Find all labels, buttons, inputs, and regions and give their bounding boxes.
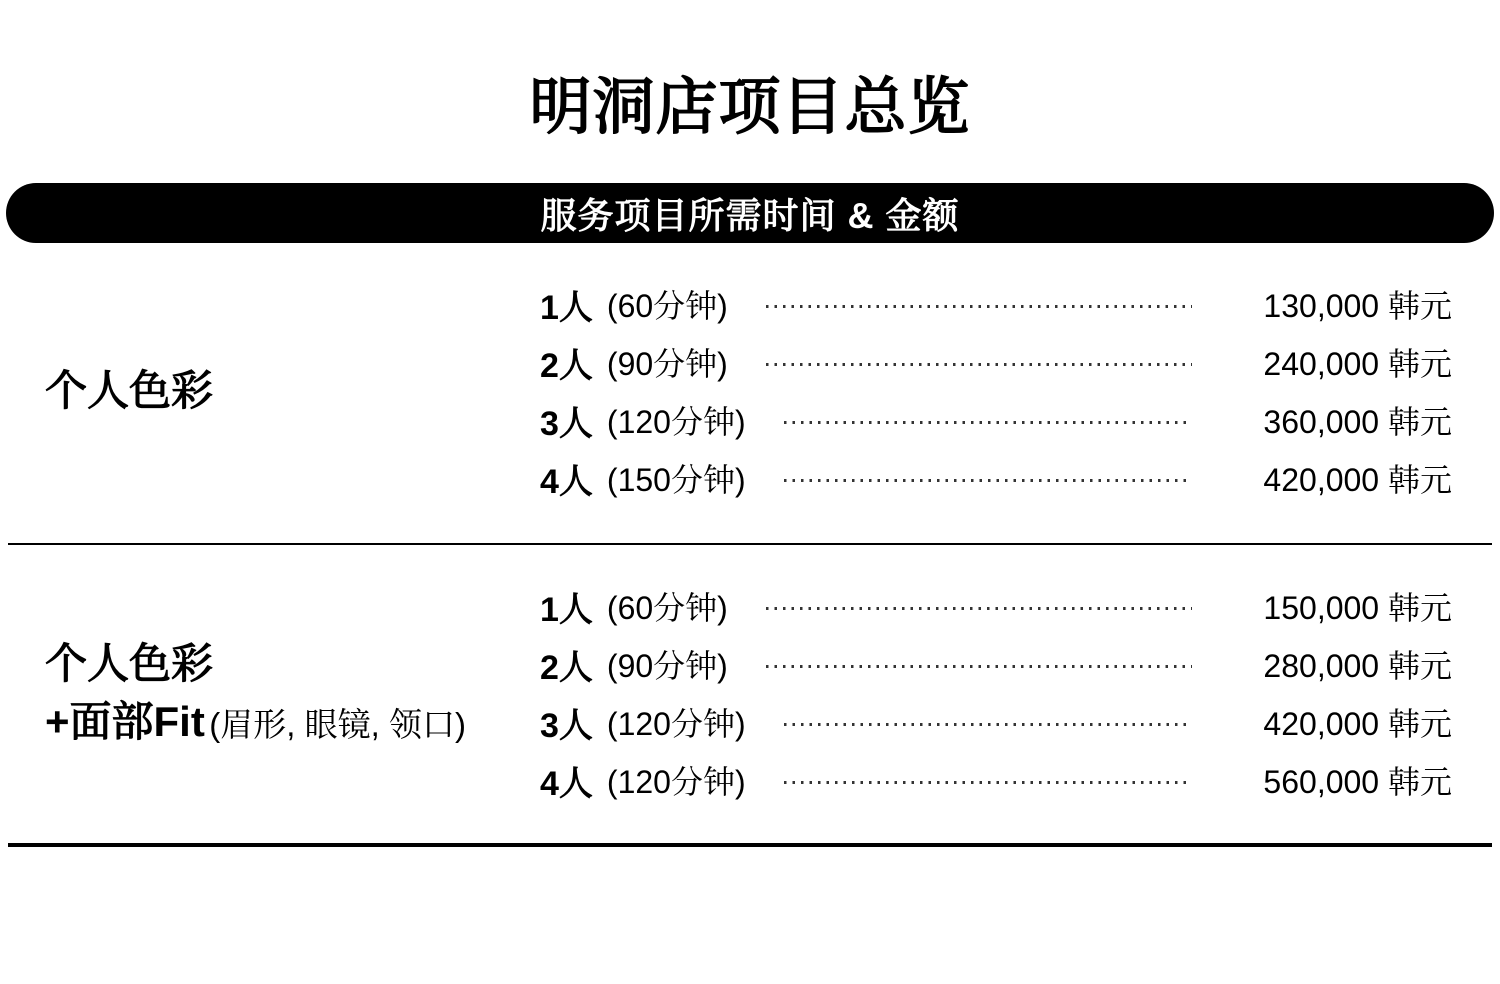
duration: (60分钟) [606, 590, 728, 627]
service-title-line1: 个人色彩 [45, 640, 214, 688]
price-row [540, 333, 1452, 391]
price: 240,000 韩元 [1263, 346, 1452, 383]
section-personal-color-face-fit [0, 545, 1500, 809]
price-row [540, 449, 1452, 507]
people-count: 2人 [540, 648, 593, 687]
dotted-leader [784, 723, 1192, 726]
price-row [540, 751, 1452, 809]
people-count: 3人 [540, 404, 593, 443]
bottom-divider [8, 843, 1492, 847]
people-count: 4人 [540, 462, 593, 501]
price-sheet [0, 72, 1500, 984]
duration: (120分钟) [606, 764, 746, 801]
people-count: 2人 [540, 346, 593, 385]
page-title: 明洞店项目总览 [529, 73, 971, 142]
dotted-leader [766, 305, 1192, 308]
dotted-leader [766, 607, 1192, 610]
price-row [540, 391, 1452, 449]
price-rows [540, 577, 1500, 809]
duration: (150分钟) [606, 462, 746, 499]
duration: (120分钟) [606, 706, 746, 743]
people-count: 1人 [540, 288, 593, 327]
service-title: 个人色彩 [45, 367, 214, 415]
duration: (90分钟) [606, 648, 728, 685]
price-row [540, 577, 1452, 635]
service-name-face-fit [0, 577, 540, 809]
price-row [540, 275, 1452, 333]
price: 420,000 韩元 [1263, 462, 1452, 499]
section-header-banner [6, 183, 1494, 243]
price-rows [540, 275, 1500, 507]
people-count: 1人 [540, 590, 593, 629]
service-note: (眉形, 眼镜, 领口) [209, 706, 466, 744]
price-row [540, 635, 1452, 693]
service-title-line2: +面部Fit [45, 698, 205, 746]
dotted-leader [784, 781, 1192, 784]
price: 280,000 韩元 [1263, 648, 1452, 685]
price: 420,000 韩元 [1263, 706, 1452, 743]
price: 150,000 韩元 [1263, 590, 1452, 627]
price: 130,000 韩元 [1263, 288, 1452, 325]
dotted-leader [766, 363, 1192, 366]
price-row [540, 693, 1452, 751]
price: 560,000 韩元 [1263, 764, 1452, 801]
dotted-leader [784, 479, 1192, 482]
price: 360,000 韩元 [1263, 404, 1452, 441]
people-count: 4人 [540, 764, 593, 803]
duration: (60分钟) [606, 288, 728, 325]
service-name-personal-color [0, 275, 540, 507]
people-count: 3人 [540, 706, 593, 745]
duration: (90分钟) [606, 346, 728, 383]
duration: (120分钟) [606, 404, 746, 441]
banner-label: 服务项目所需时间 & 金额 [540, 194, 960, 236]
dotted-leader [766, 665, 1192, 668]
dotted-leader [784, 421, 1192, 424]
section-personal-color [0, 243, 1500, 507]
